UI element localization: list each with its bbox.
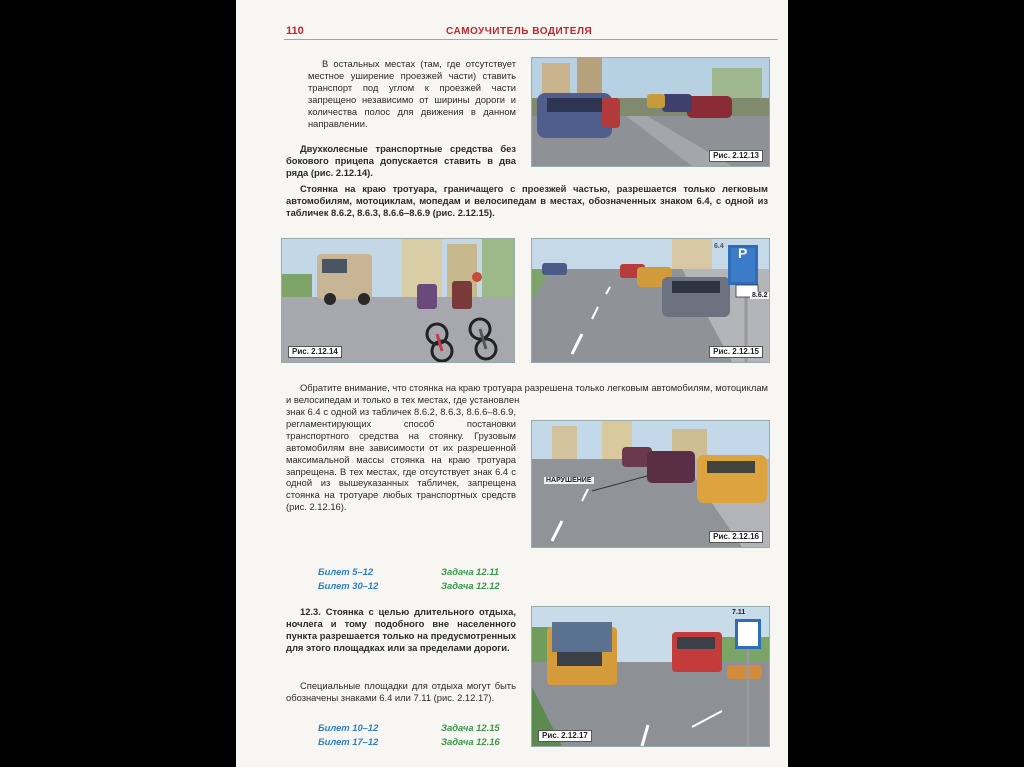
parking-sign-symbol: P	[738, 245, 748, 261]
figure-2-12-17	[531, 606, 770, 747]
figure-caption: Рис. 2.12.17	[538, 730, 592, 742]
page-number: 110	[286, 25, 304, 37]
task-ref[interactable]: Задача 12.15	[441, 722, 500, 733]
sign-7-11-label: 7.11	[732, 609, 746, 616]
figure-caption: Рис. 2.12.13	[709, 150, 763, 162]
plate-8-6-2-label: 8.6.2	[752, 292, 768, 299]
sidewalk-parking-illustration	[532, 239, 769, 362]
ticket-ref[interactable]: Билет 5–12	[318, 566, 374, 577]
ticket-ref[interactable]: Билет 17–12	[318, 736, 379, 747]
task-ref[interactable]: Задача 12.16	[441, 736, 500, 747]
truck-sidewalk-violation-illustration	[532, 421, 769, 547]
header-rule	[284, 39, 778, 40]
book-page	[236, 0, 788, 767]
paragraph-angle-parking: В остальных местах (там, где отсутствует местное уширение проезжей части) ставить транспорт под углом к проезжей части запрещено независимо от ширины дороги и количества полос для движения в данном направлении.	[308, 58, 516, 129]
paragraph-rest-areas: 12.3. Стоянка с целью длительного отдыха, ночлега и тому подобного вне населенного пункта разрешается только на предусмотренных для этого площадках или за пределами дороги.	[286, 606, 516, 653]
figure-2-12-14	[281, 238, 515, 363]
sign-6-4-label: 6.4	[714, 243, 724, 250]
paragraph-rest-area-signs: Специальные площадки для отдыха могут быть обозначены знаками 6.4 или 7.11 (рис. 2.12.17).	[286, 680, 516, 703]
violation-label: НАРУШЕНИЕ	[546, 477, 592, 484]
figure-caption: Рис. 2.12.14	[288, 346, 342, 358]
figure-2-12-15	[531, 238, 770, 363]
figure-2-12-13	[531, 57, 770, 167]
ticket-ref[interactable]: Билет 30–12	[318, 580, 379, 591]
figure-caption: Рис. 2.12.16	[709, 531, 763, 543]
task-ref[interactable]: Задача 12.12	[441, 580, 500, 591]
ticket-ref[interactable]: Билет 10–12	[318, 722, 379, 733]
figure-2-12-16	[531, 420, 770, 548]
paragraph-note-line1: Обратите внимание, что стоянка на краю тротуара разрешена только легковым автомобилям, мотоциклам и велосипедам и только в тех местах, где установлен	[286, 382, 768, 405]
paragraph-two-wheelers: Двухколесные транспортные средства без бокового прицепа допускается ставить в два ряда (рис. 2.12.14).	[286, 143, 516, 178]
figure-caption: Рис. 2.12.15	[709, 346, 763, 358]
bicycles-two-rows-illustration	[282, 239, 514, 362]
page-header	[236, 22, 788, 40]
task-ref[interactable]: Задача 12.11	[441, 566, 499, 577]
paragraph-sidewalk-parking: Стоянка на краю тротуара, граничащего с проезжей частью, разрешается только легковым автомобилям, мотоциклам, мопедам и велосипедам в местах, обозначенных знаком 6.4, с одной из табличек 8.6.2, 8.6.3, 8.6.6–8.6.9 (рис. 2.12.15).	[286, 183, 768, 218]
running-title: САМОУЧИТЕЛЬ ВОДИТЕЛЯ	[446, 26, 593, 37]
paragraph-note-rest: знак 6.4 с одной из табличек 8.6.2, 8.6.3, 8.6.6–8.6.9, регламентирующих способ постановки транспортного средства на стоянку. Грузовым автомобилям вне зависимости от их разрешенной максимальной массы стоянка на краю тротуара запрещена. В тех местах, где отсутствует знак 6.4 с одной из вышеуказанных табличек, запрещена стоянка на тротуаре любых транспортных средств (рис. 2.12.16).	[286, 406, 516, 513]
rest-area-trucks-illustration	[532, 607, 769, 746]
